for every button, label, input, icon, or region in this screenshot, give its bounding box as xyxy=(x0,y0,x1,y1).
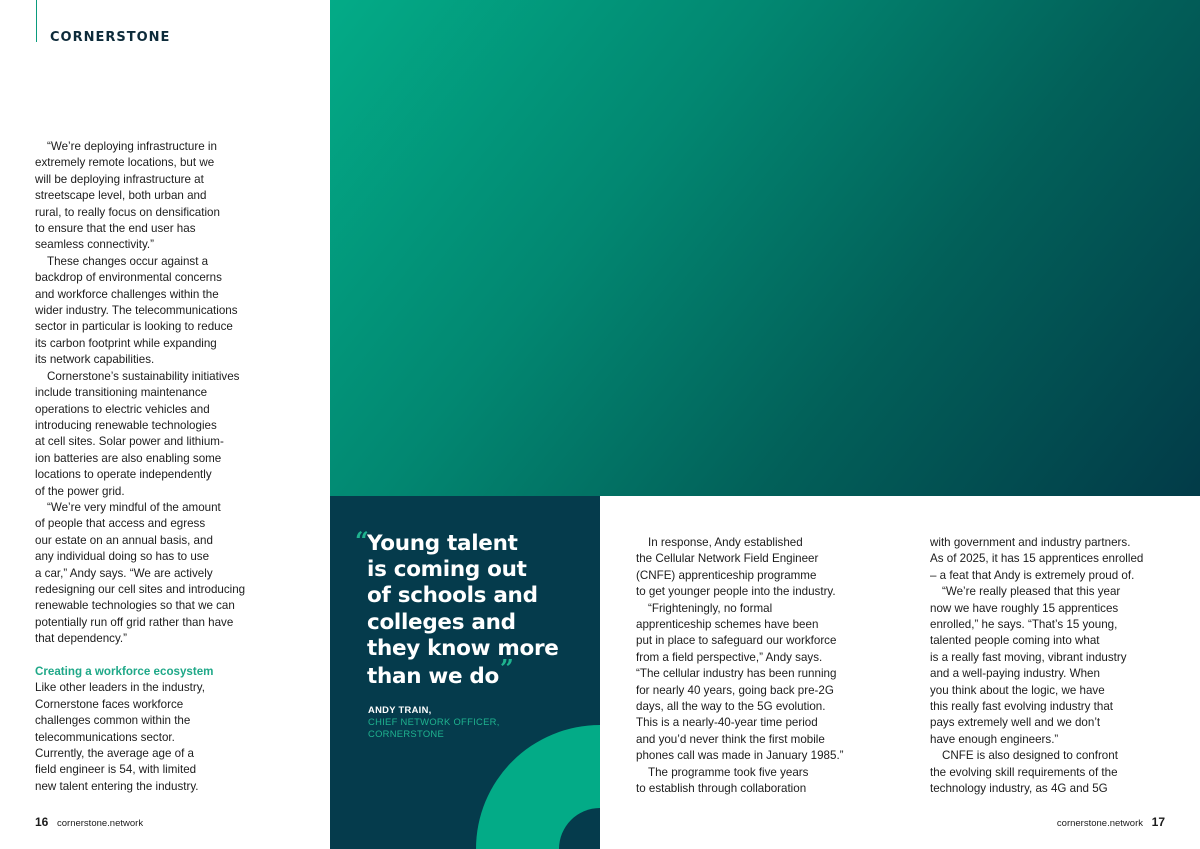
body-text-line: streetscape level, both urban and xyxy=(35,189,207,203)
body-text-line: Like other leaders in the industry, xyxy=(35,681,205,695)
quote-attribution-role xyxy=(368,716,500,740)
body-text-line: CNFE is also designed to confront xyxy=(942,749,1118,763)
body-text-line: extremely remote locations, but we xyxy=(35,156,215,170)
body-text-line: to get younger people into the industry. xyxy=(636,585,836,599)
hero-image-gradient xyxy=(330,0,1200,496)
body-text-line: field engineer is 54, with limited xyxy=(35,763,197,777)
pull-quote-line: they know more xyxy=(367,635,559,661)
pull-quote-line: colleges and xyxy=(367,609,516,635)
attribution-role-line: CHIEF NETWORK OFFICER, xyxy=(368,716,500,727)
body-text-line: In response, Andy established xyxy=(648,536,803,549)
header-brand: CORNERSTONE xyxy=(50,30,171,45)
body-text-line: and a well-paying industry. When xyxy=(930,667,1100,681)
body-text-line: “We’re very mindful of the amount xyxy=(47,500,221,514)
body-text-line: a car,” Andy says. “We are actively xyxy=(35,566,213,580)
body-text-line: locations to operate independently xyxy=(35,468,212,482)
pull-quote-line: than we do xyxy=(367,664,499,690)
body-text-line: “We’re deploying infrastructure in xyxy=(47,140,217,153)
body-text-line: now we have roughly 15 apprentices xyxy=(930,601,1119,615)
pull-quote-line: of schools and xyxy=(367,583,538,609)
footer-left xyxy=(35,815,143,829)
body-text-line: telecommunications sector. xyxy=(35,730,175,744)
body-text-line: introducing renewable technologies xyxy=(35,418,217,432)
header-accent-line xyxy=(36,0,37,42)
body-text-line: you think about the logic, we have xyxy=(930,683,1105,697)
body-text-line: redesigning our cell sites and introducing xyxy=(35,582,246,596)
body-text-line: The programme took five years xyxy=(648,765,809,779)
body-text-line: of people that access and egress xyxy=(35,517,206,531)
body-text-line: seamless connectivity.” xyxy=(35,238,154,252)
body-text-line: enrolled,” he says. “That’s 15 young, xyxy=(930,618,1118,632)
footer-site-left[interactable]: cornerstone.network xyxy=(57,818,144,829)
body-text-line: pays extremely well and we don’t xyxy=(930,716,1101,730)
body-text-line: put in place to safeguard our workforce xyxy=(636,634,837,648)
body-text-line: – a feat that Andy is extremely proud of. xyxy=(930,568,1135,582)
body-text-line: Cornerstone faces workforce xyxy=(35,697,184,711)
body-text-line: challenges common within the xyxy=(35,714,191,728)
left-article-column xyxy=(35,139,295,795)
body-text-line: and workforce challenges within the xyxy=(35,287,219,301)
pull-quote-panel xyxy=(330,496,600,849)
body-text-line: phones call was made in January 1985.” xyxy=(636,749,844,763)
body-text-line: rural, to really focus on densification xyxy=(35,205,220,219)
body-text-line: “Frighteningly, no formal xyxy=(648,601,773,615)
body-text-line: that dependency.” xyxy=(35,632,127,646)
body-text-line: ion batteries are also enabling some xyxy=(35,451,222,465)
body-text-line: will be deploying infrastructure at xyxy=(35,172,204,186)
right-article-column xyxy=(930,535,1170,798)
page-number-right: 17 xyxy=(1151,815,1165,829)
body-text-line: potentially run off grid rather than have xyxy=(35,615,234,629)
body-text-line: As of 2025, it has 15 apprentices enrolled xyxy=(930,552,1144,566)
section-subheading: Creating a workforce ecosystem xyxy=(35,664,214,678)
body-text-line: These changes occur against a xyxy=(47,254,209,268)
body-text-line: sector in particular is looking to reduce xyxy=(35,320,233,334)
body-text-line: renewable technologies so that we can xyxy=(35,599,235,613)
body-text-line: the evolving skill requirements of the xyxy=(930,765,1118,779)
body-text-line: apprenticeship schemes have been xyxy=(636,618,819,632)
footer-site-right[interactable]: cornerstone.network xyxy=(1056,818,1143,829)
open-quote-mark: “ xyxy=(355,526,369,555)
body-text-line: backdrop of environmental concerns xyxy=(35,271,222,285)
paragraph-gap xyxy=(35,648,295,664)
body-text-line: to ensure that the end user has xyxy=(35,222,196,236)
body-text-line: the Cellular Network Field Engineer xyxy=(636,552,819,566)
body-text-line: technology industry, as 4G and 5G xyxy=(930,782,1108,796)
body-text-line: and you’d never think the first mobile xyxy=(636,732,825,746)
body-text-line: its carbon footprint while expanding xyxy=(35,336,217,350)
body-text-line: (CNFE) apprenticeship programme xyxy=(636,568,817,582)
body-text-line: talented people coming into what xyxy=(930,634,1100,648)
footer-right xyxy=(1057,815,1165,829)
body-text-line: for nearly 40 years, going back pre-2G xyxy=(636,683,834,697)
body-text-line: Cornerstone’s sustainability initiatives xyxy=(47,369,240,383)
body-text-line: include transitioning maintenance xyxy=(35,386,208,400)
body-text-line: wider industry. The telecommunications xyxy=(35,304,238,318)
close-quote-mark: ” xyxy=(499,654,514,684)
body-text-line: this really fast evolving industry that xyxy=(930,700,1114,714)
body-text-line: Currently, the average age of a xyxy=(35,747,194,761)
body-text-line: operations to electric vehicles and xyxy=(35,402,210,416)
middle-article-column xyxy=(636,535,896,798)
body-text-line: have enough engineers.” xyxy=(930,732,1059,746)
body-text-line: “We’re really pleased that this year xyxy=(942,585,1121,599)
body-text-line: days, all the way to the 5G evolution. xyxy=(636,700,826,714)
pull-quote-line: Young talent xyxy=(367,531,518,556)
body-text-line: its network capabilities. xyxy=(35,353,155,367)
body-text-line: of the power grid. xyxy=(35,484,125,498)
body-text-line: is a really fast moving, vibrant industry xyxy=(930,650,1127,664)
pull-quote-line: is coming out xyxy=(367,557,527,583)
body-text-line: our estate on an annual basis, and xyxy=(35,533,213,547)
body-text-line: to establish through collaboration xyxy=(636,782,807,796)
body-text-line: “The cellular industry has been running xyxy=(636,667,837,681)
attribution-role-line: CORNERSTONE xyxy=(368,728,445,739)
body-text-line: at cell sites. Solar power and lithium- xyxy=(35,435,224,449)
body-text-line: new talent entering the industry. xyxy=(35,779,199,793)
body-text-line: any individual doing so has to use xyxy=(35,550,210,564)
body-text-line: This is a nearly-40-year time period xyxy=(636,716,818,730)
body-text-line: from a field perspective,” Andy says. xyxy=(636,650,823,664)
page-number-left: 16 xyxy=(35,815,49,829)
body-text-line: with government and industry partners. xyxy=(930,536,1131,549)
quote-attribution-name: ANDY TRAIN, xyxy=(368,704,432,715)
pull-quote-text xyxy=(355,526,597,690)
